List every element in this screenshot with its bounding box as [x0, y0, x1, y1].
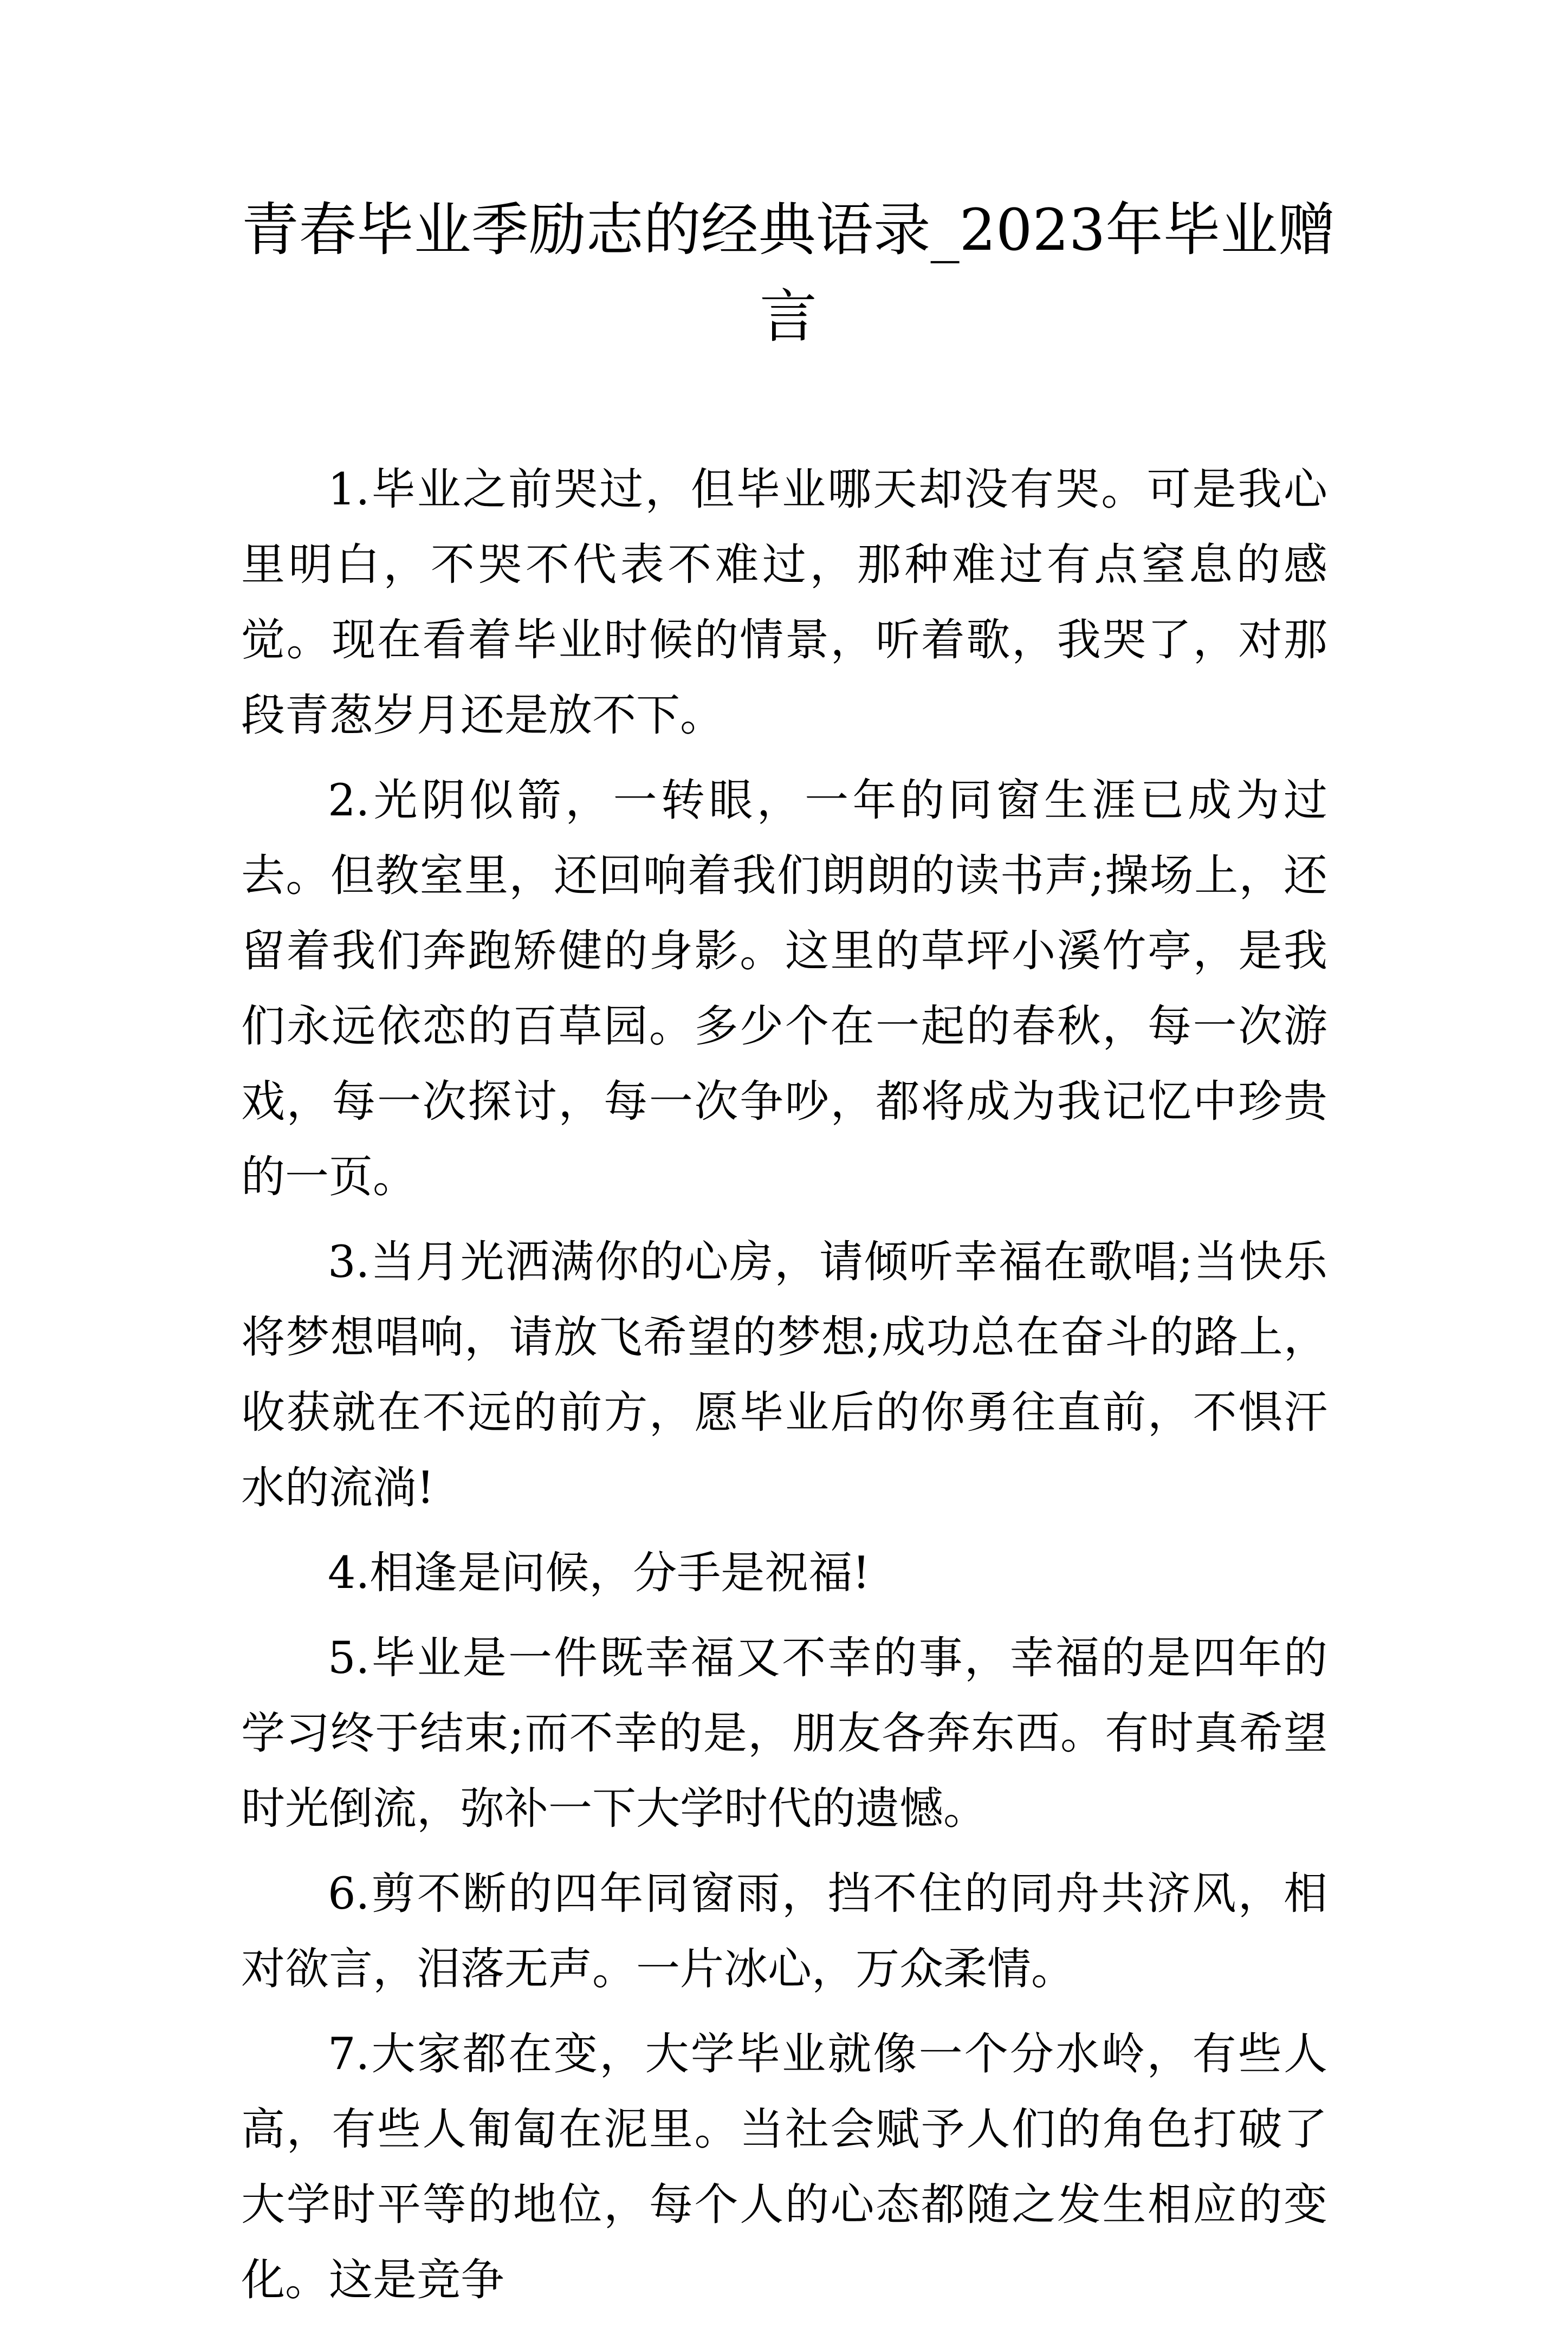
- paragraph-2: 2.光阴似箭，一转眼，一年的同窗生涯已成为过去。但教室里，还回响着我们朗朗的读书声;操场上，还留着我们奔跑矫健的身影。这里的草坪小溪竹亭，是我们永远依恋的百草园。多少个在一起的春秋，每一次游戏，每一次探讨，每一次争吵，都将成为我记忆中珍贵的一页。: [241, 775, 1327, 1203]
- paragraph-3: 3.当月光洒满你的心房，请倾听幸福在歌唱;当快乐将梦想唱响，请放飞希望的梦想;成功总在奋斗的路上，收获就在不远的前方，愿毕业后的你勇往直前，不惧汗水的流淌!: [241, 1237, 1327, 1514]
- paragraph-7: 7.大家都在变，大学毕业就像一个分水岭，有些人高，有些人匍匐在泥里。当社会赋予人们的角色打破了大学时平等的地位，每个人的心态都随之发生相应的变化。这是竞争: [241, 2029, 1327, 2306]
- paragraph-5: 5.毕业是一件既幸福又不幸的事，幸福的是四年的学习终于结束;而不幸的是，朋友各奔东西。有时真希望时光倒流，弥补一下大学时代的遗憾。: [241, 1633, 1327, 1834]
- document-body: [241, 452, 1327, 2328]
- document-title: 青春毕业季励志的经典语录_2023年毕业赠言: [241, 197, 1336, 350]
- paragraph-6: 6.剪不断的四年同窗雨，挡不住的同舟共济风，相对欲言，泪落无声。一片冰心，万众柔情。: [241, 1869, 1327, 1995]
- paragraph-4: 4.相逢是问候，分手是祝福!: [328, 1548, 870, 1599]
- paragraph-1: 1.毕业之前哭过，但毕业哪天却没有哭。可是我心里明白，不哭不代表不难过，那种难过有点窒息的感觉。现在看着毕业时候的情景，听着歌，我哭了，对那段青葱岁月还是放不下。: [241, 464, 1327, 741]
